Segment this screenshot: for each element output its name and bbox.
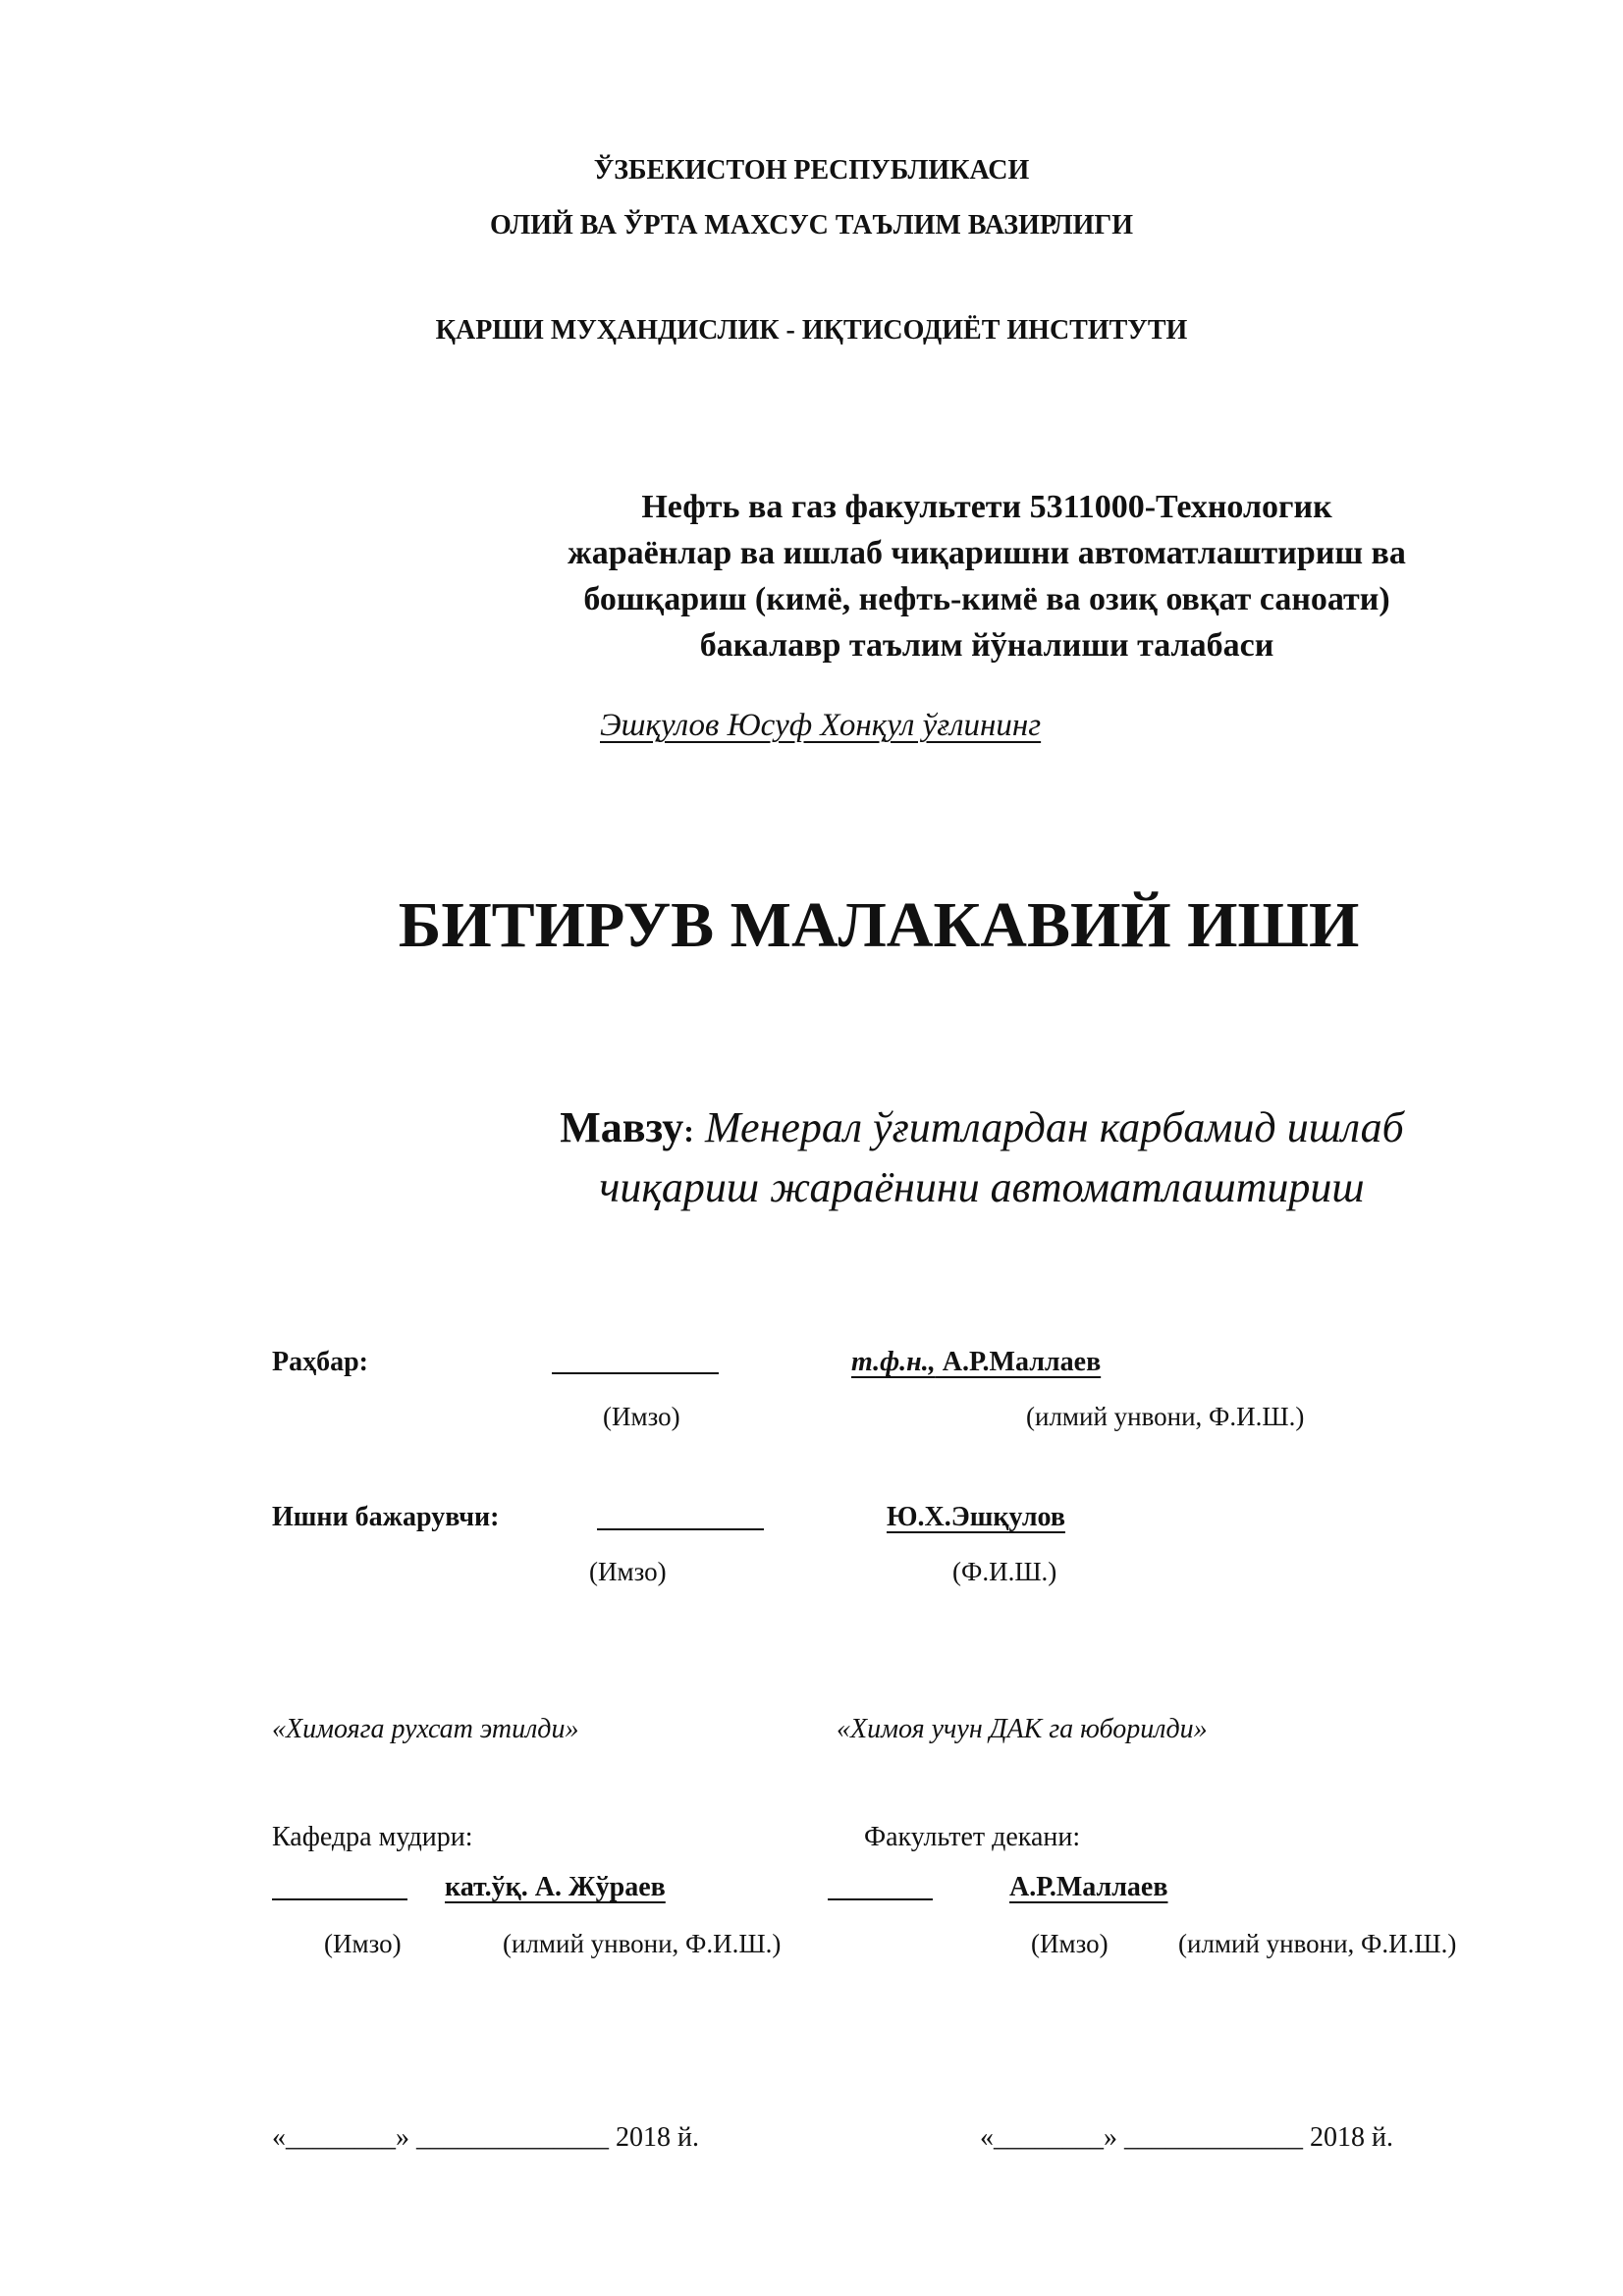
supervisor-signature-line: [552, 1372, 719, 1374]
dean-name: А.Р.Маллаев: [1009, 1872, 1168, 1902]
faculty-line-4: бакалавр таълим йўналиши талабаси: [699, 627, 1274, 664]
executor-name-caption: (Ф.И.Ш.): [952, 1557, 1057, 1586]
topic-block: [491, 1099, 1473, 1216]
topic-line-2: чиқариш жараёнини автоматлаштириш: [599, 1163, 1365, 1211]
approval-left: «Химояга рухсат этилди»: [272, 1714, 579, 1744]
supervisor-label: Раҳбар:: [272, 1347, 368, 1377]
document-title: БИТИРУВ МАЛАКАВИЙ ИШИ: [398, 889, 1360, 961]
executor-sign-caption: (Имзо): [589, 1557, 667, 1586]
date-left: «________» ______________ 2018 й.: [272, 2122, 699, 2153]
dean-signature-line: [828, 1898, 933, 1900]
faculty-line-3: бошқариш (кимё, нефть-кимё ва озиқ овқат саноати): [583, 581, 1390, 617]
department-head-label: Кафедра мудири:: [272, 1822, 473, 1852]
supervisor-full-name: А.Р.Маллаев: [935, 1347, 1102, 1377]
institute-name: ҚАРШИ МУҲАНДИСЛИК - ИҚТИСОДИЁТ ИНСТИТУТИ: [435, 315, 1188, 346]
faculty-line-2: жараёнлар ва ишлаб чиқаришни автоматлаштириш ва: [568, 535, 1406, 571]
executor-name: Ю.Х.Эшқулов: [887, 1502, 1065, 1532]
department-head-signature-line: [272, 1898, 407, 1900]
student-name: Эшқулов Юсуф Хонқул ўғлининг: [600, 708, 1042, 743]
ministry-line-1: ЎЗБЕКИСТОН РЕСПУБЛИКАСИ: [593, 155, 1030, 186]
supervisor-name-caption: (илмий унвони, Ф.И.Ш.): [1026, 1402, 1305, 1431]
supervisor-degree: т.ф.н.,: [851, 1347, 936, 1377]
department-head-name: кат.ўқ. А. Жўраев: [445, 1872, 666, 1902]
faculty-line-1: Нефть ва газ факультети 5311000-Технологик: [641, 489, 1332, 525]
executor-label: Ишни бажарувчи:: [272, 1502, 500, 1532]
dean-label: Факультет декани:: [864, 1822, 1081, 1852]
supervisor-sign-caption: (Имзо): [603, 1402, 680, 1431]
ministry-line-2: ОЛИЙ ВА ЎРТА МАХСУС ТАЪЛИМ ВАЗИРЛИГИ: [490, 210, 1133, 240]
dean-sign-caption: (Имзо): [1031, 1929, 1109, 1958]
date-right: «________» _____________ 2018 й.: [980, 2122, 1393, 2153]
approval-right: «Химоя учун ДАК га юборилди»: [837, 1714, 1208, 1744]
executor-signature-line: [597, 1528, 764, 1530]
topic-colon: :: [683, 1113, 694, 1148]
department-head-sign-caption: (Имзо): [324, 1929, 402, 1958]
department-head-name-caption: (илмий унвони, Ф.И.Ш.): [503, 1929, 782, 1958]
topic-label: Мавзу: [560, 1103, 684, 1151]
dean-name-caption: (илмий унвони, Ф.И.Ш.): [1178, 1929, 1457, 1958]
supervisor-name: [851, 1347, 1101, 1378]
topic-line-1: Менерал ўғитлардан карбамид ишлаб: [693, 1103, 1404, 1151]
faculty-block: [481, 484, 1492, 668]
